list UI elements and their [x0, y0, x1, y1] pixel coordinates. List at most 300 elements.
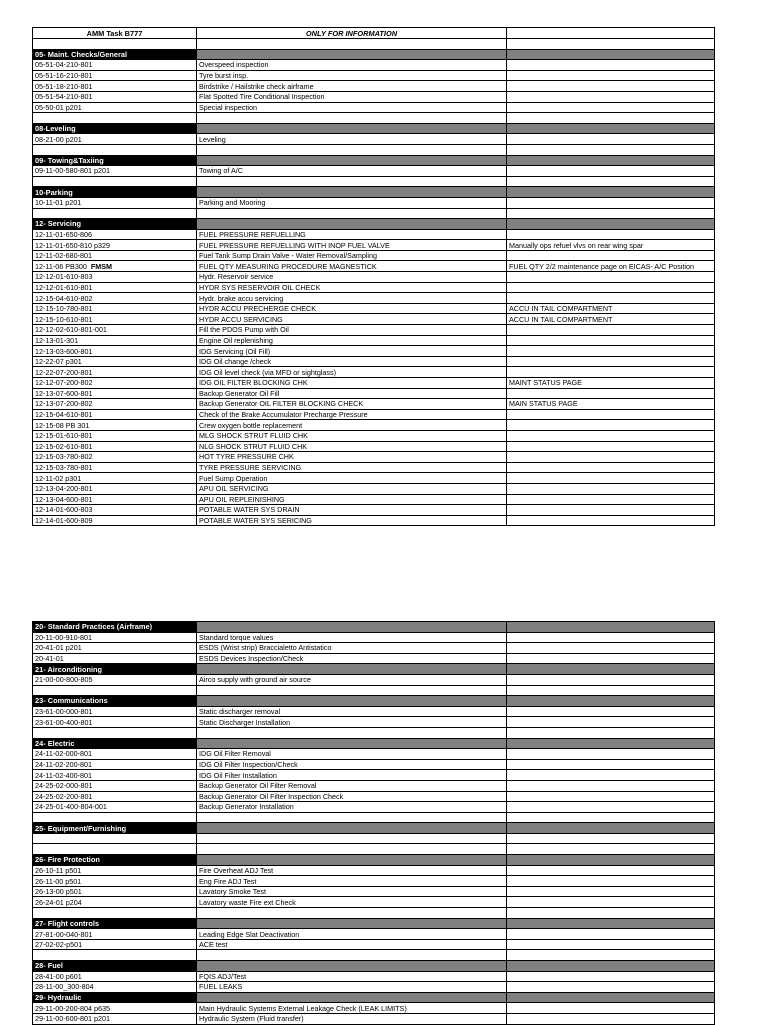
task-description: Backup Generator OIL FILTER BLOCKING CHECK [197, 399, 507, 410]
section-fill-cell [507, 992, 715, 1003]
task-description: HYDR SYS RESERVOIR OIL CHECK [197, 282, 507, 293]
table-row [33, 420, 715, 431]
task-number: 29-11-00-600-801 p201 [35, 1014, 110, 1024]
task-note [507, 272, 715, 283]
table-row [33, 60, 715, 71]
task-note: ACCU IN TAIL COMPARTMENT [507, 303, 715, 314]
section-header-row [33, 992, 715, 1003]
empty-cell [33, 727, 197, 738]
section-fill-cell [507, 855, 715, 866]
task-description: Leveling [197, 134, 507, 145]
task-number-cell [33, 759, 197, 770]
task-number-cell [33, 886, 197, 897]
table-row [33, 802, 715, 813]
task-note [507, 780, 715, 791]
section-header-row [33, 622, 715, 633]
empty-cell [507, 39, 715, 50]
section-title: 25- Equipment/Furnishing [33, 823, 197, 834]
task-note [507, 653, 715, 664]
section-fill-cell [197, 696, 507, 707]
task-note [507, 60, 715, 71]
table-row [33, 346, 715, 357]
table-row [33, 409, 715, 420]
task-number-cell [33, 60, 197, 71]
section-title: 12- Servicing [33, 219, 197, 230]
section-title: 27- Flight controls [33, 918, 197, 929]
table-row [33, 929, 715, 940]
table-row [33, 378, 715, 389]
task-description: FUEL LEAKS [197, 982, 507, 993]
task-description: IDG Oil change /check [197, 356, 507, 367]
table-row [33, 515, 715, 526]
task-description: IDG Oil Filter Removal [197, 749, 507, 760]
table-row [33, 865, 715, 876]
task-description: FQIS ADJ/Test [197, 971, 507, 982]
task-note [507, 356, 715, 367]
table-row [33, 1013, 715, 1024]
header-row [33, 28, 715, 39]
blank-row [33, 727, 715, 738]
task-description: APU OIL REPLEINISHING [197, 494, 507, 505]
task-number-cell [33, 749, 197, 760]
task-number: 12-14-01-600-803 [35, 505, 93, 515]
table-row [33, 229, 715, 240]
section-fill-cell [197, 219, 507, 230]
task-number-cell [33, 325, 197, 336]
task-note [507, 791, 715, 802]
table-row [33, 303, 715, 314]
table-row [33, 134, 715, 145]
task-note [507, 293, 715, 304]
task-number: 24-25-02-000-801 [35, 781, 93, 791]
section-fill-cell [507, 219, 715, 230]
task-number-cell [33, 982, 197, 993]
task-number-cell [33, 134, 197, 145]
section-title: 29- Hydraulic [33, 992, 197, 1003]
blank-row [33, 208, 715, 219]
task-note [507, 282, 715, 293]
task-number: 12-15-03-780-802 [35, 452, 93, 462]
table-row [33, 653, 715, 664]
task-description: POTABLE WATER SYS SERICING [197, 515, 507, 526]
task-description: FUEL PRESSURE REFUELLING WITH INOP FUEL VALVE [197, 240, 507, 251]
task-number-cell [33, 505, 197, 516]
section-title: 09- Towing&Taxiing [33, 155, 197, 166]
empty-cell [507, 144, 715, 155]
empty-cell [33, 685, 197, 696]
blank-row [33, 39, 715, 50]
empty-cell [197, 812, 507, 823]
section-fill-cell [507, 664, 715, 675]
table-row [33, 876, 715, 887]
section-header-row [33, 823, 715, 834]
task-number-cell [33, 166, 197, 177]
task-number: 24-11-02-000-801 [35, 749, 93, 759]
task-number: 12-12-01-610-801 [35, 282, 93, 292]
task-note [507, 632, 715, 643]
table-row [33, 70, 715, 81]
task-number-cell [33, 282, 197, 293]
task-number: 26-11-00 p501 [35, 876, 82, 886]
table-row [33, 982, 715, 993]
task-note [507, 939, 715, 950]
task-note [507, 706, 715, 717]
task-number: 12-15-10-610-801 [35, 314, 93, 324]
task-description: Overspeed inspection [197, 60, 507, 71]
task-note: FUEL QTY 2/2 maintenance page on EICAS- A/C Position [507, 261, 715, 272]
table-row [33, 81, 715, 92]
task-number-cell [33, 314, 197, 325]
task-description: Engine Oil replenishing [197, 335, 507, 346]
task-note [507, 643, 715, 654]
task-number: 24-11-02-200-801 [35, 760, 93, 770]
task-number-cell [33, 876, 197, 887]
section-title: 20- Standard Practices (Airframe) [33, 622, 197, 633]
task-note [507, 409, 715, 420]
task-number: 27-02-02-p501 [35, 940, 83, 950]
task-number-cell [33, 367, 197, 378]
task-description: POTABLE WATER SYS DRAIN [197, 505, 507, 516]
table-row [33, 430, 715, 441]
section-header-row [33, 155, 715, 166]
blank-row [33, 685, 715, 696]
task-number: 21-00-00-800-805 [35, 675, 93, 685]
section-title: 23- Communications [33, 696, 197, 707]
task-number: 20-41-01 p201 [35, 643, 82, 653]
task-note [507, 674, 715, 685]
task-description: Standard torque values [197, 632, 507, 643]
task-note [507, 929, 715, 940]
task-number-cell [33, 430, 197, 441]
empty-cell [197, 833, 507, 844]
task-note [507, 865, 715, 876]
task-number: 12-13-07-600-801 [35, 388, 93, 398]
task-number-cell [33, 399, 197, 410]
task-number: 20-41-01 [35, 654, 64, 664]
empty-cell [507, 685, 715, 696]
task-description: Fuel Sump Operation [197, 473, 507, 484]
table-row [33, 261, 715, 272]
task-note [507, 749, 715, 760]
empty-cell [197, 144, 507, 155]
task-number: 26-10-11 p501 [35, 865, 82, 875]
task-note [507, 759, 715, 770]
task-description: Fire Overheat ADJ Test [197, 865, 507, 876]
table-row [33, 282, 715, 293]
task-note [507, 229, 715, 240]
empty-cell [507, 950, 715, 961]
section-fill-cell [197, 123, 507, 134]
task-number: 12-22-07 p301 [35, 357, 82, 367]
task-description: IDG Servicing (Oil Fill) [197, 346, 507, 357]
task-number: 05-51-54-210-801 [35, 92, 93, 102]
section-title: 24- Electric [33, 738, 197, 749]
task-note [507, 91, 715, 102]
task-number-cell [33, 378, 197, 389]
section-fill-cell [197, 855, 507, 866]
task-note [507, 102, 715, 113]
task-number-cell [33, 346, 197, 357]
task-description: FUEL QTY MEASURING PROCEDURE MAGNESTICK [197, 261, 507, 272]
task-number-cell [33, 261, 197, 272]
task-note [507, 346, 715, 357]
task-description: Special inspection [197, 102, 507, 113]
task-number-cell [33, 441, 197, 452]
task-number-cell [33, 643, 197, 654]
table-row [33, 939, 715, 950]
task-number-cell [33, 240, 197, 251]
section-fill-cell [507, 961, 715, 972]
section-header-row [33, 738, 715, 749]
task-note [507, 770, 715, 781]
table-row [33, 452, 715, 463]
section-title: 26- Fire Protection [33, 855, 197, 866]
task-description: Fuel Tank Sump Drain Valve - Water Removal/Sampling [197, 250, 507, 261]
empty-cell [33, 950, 197, 961]
table-row [33, 441, 715, 452]
section-fill-cell [197, 738, 507, 749]
table-row [33, 897, 715, 908]
blank-row [33, 950, 715, 961]
task-number: 05-51-18-210-801 [35, 81, 93, 91]
blank-row [33, 144, 715, 155]
blank-row [33, 908, 715, 919]
task-number-cell [33, 356, 197, 367]
section-fill-cell [197, 918, 507, 929]
task-number-cell [33, 717, 197, 728]
task-number-cell [33, 303, 197, 314]
table-row [33, 293, 715, 304]
empty-cell [33, 113, 197, 124]
task-number: 20-11-00-910-801 [35, 632, 93, 642]
task-number-cell [33, 494, 197, 505]
task-note: MAINT STATUS PAGE [507, 378, 715, 389]
table-row [33, 272, 715, 283]
task-description: TYRE PRESSURE SERVICING [197, 462, 507, 473]
task-number: 12-15-08 PB 301 [35, 420, 90, 430]
task-note [507, 388, 715, 399]
table-row [33, 197, 715, 208]
task-note [507, 505, 715, 516]
header-info-only: ONLY FOR INFORMATION [197, 28, 507, 39]
table-row [33, 971, 715, 982]
header-amm-task: AMM Task B777 [33, 28, 197, 39]
task-description: Flat Spotted Tire Conditional Inspection [197, 91, 507, 102]
task-number-cell [33, 1003, 197, 1014]
task-description: ESDS (Wrist strip) Braccialetto Antistatico [197, 643, 507, 654]
task-number-cell [33, 706, 197, 717]
empty-cell [507, 176, 715, 187]
task-note [507, 494, 715, 505]
task-description: HYDR ACCU PRECHERGE CHECK [197, 303, 507, 314]
table-row [33, 240, 715, 251]
section-header-row [33, 961, 715, 972]
task-description: IDG Oil Filter Installation [197, 770, 507, 781]
empty-cell [197, 176, 507, 187]
table-row [33, 780, 715, 791]
table-row [33, 325, 715, 336]
task-number: 12-12-07-200-802 [35, 378, 93, 388]
task-description: IDG Oil level check (via MFD or sightglass) [197, 367, 507, 378]
section-fill-cell [507, 918, 715, 929]
task-number: 12-15-03-780-801 [35, 463, 93, 473]
task-number-cell [33, 802, 197, 813]
task-number: 12-13-07-200-802 [35, 399, 93, 409]
task-description: ESDS Devices Inspection/Check [197, 653, 507, 664]
task-suffix: FMSM [90, 261, 112, 271]
task-note [507, 166, 715, 177]
blank-row [33, 113, 715, 124]
task-description: Backup Generator Oil Filter Removal [197, 780, 507, 791]
task-number: 12-13-01-301 [35, 335, 79, 345]
task-number: 24-11-02-400-801 [35, 770, 93, 780]
task-number: 05-51-16-210-801 [35, 71, 93, 81]
task-number: 12-22-07-200-801 [35, 367, 93, 377]
task-description: Towing of A/C [197, 166, 507, 177]
table-row [33, 388, 715, 399]
task-number: 23-61-00-000-801 [35, 707, 93, 717]
task-description: Backup Generator Oil Filter Inspection Check [197, 791, 507, 802]
empty-cell [507, 208, 715, 219]
section-title: 05- Maint. Checks/General [33, 49, 197, 60]
task-description: Backup Generator Installation [197, 802, 507, 813]
section-fill-cell [197, 49, 507, 60]
task-number-cell [33, 770, 197, 781]
task-number-cell [33, 250, 197, 261]
task-note: ACCU IN TAIL COMPARTMENT [507, 314, 715, 325]
task-number: 12-15-01-610-801 [35, 431, 93, 441]
empty-cell [507, 844, 715, 855]
task-description: Fill the PDOS Pump with Oil [197, 325, 507, 336]
task-note [507, 886, 715, 897]
section-fill-cell [197, 622, 507, 633]
task-number: 26-24-01 p204 [35, 897, 82, 907]
task-description: Hydr. Reservoir service [197, 272, 507, 283]
section-header-row [33, 855, 715, 866]
table-row [33, 505, 715, 516]
table-row [33, 632, 715, 643]
task-number: 12-15-02-610-801 [35, 441, 93, 451]
task-note [507, 1013, 715, 1024]
task-description: Leading Edge Slat Deactivation [197, 929, 507, 940]
maintenance-sheet-top [32, 27, 714, 526]
section-header-row [33, 123, 715, 134]
task-description: HYDR ACCU SERVICING [197, 314, 507, 325]
section-title: 08-Leveling [33, 123, 197, 134]
empty-cell [197, 844, 507, 855]
table-row [33, 335, 715, 346]
empty-cell [33, 208, 197, 219]
task-note [507, 452, 715, 463]
task-note [507, 462, 715, 473]
task-note [507, 420, 715, 431]
task-number-cell [33, 780, 197, 791]
task-description: HOT TYRE PRESSURE CHK [197, 452, 507, 463]
table-row [33, 166, 715, 177]
empty-cell [33, 176, 197, 187]
task-number-cell [33, 473, 197, 484]
task-number-cell [33, 335, 197, 346]
task-note [507, 197, 715, 208]
section-fill-cell [507, 622, 715, 633]
task-number: 24-25-01-400-804-001 [35, 802, 107, 812]
empty-cell [507, 812, 715, 823]
task-number-cell [33, 483, 197, 494]
task-number: 12-12-02-610-801-001 [35, 325, 107, 335]
task-number: 12-14-01-600-809 [35, 516, 93, 526]
task-number-cell [33, 1013, 197, 1024]
table-row [33, 749, 715, 760]
section-header-row [33, 696, 715, 707]
task-number: 09-11-00-580-801 p201 [35, 166, 110, 176]
task-description: Check of the Brake Accumulator Precharge Pressure [197, 409, 507, 420]
empty-cell [33, 144, 197, 155]
section-fill-cell [197, 187, 507, 198]
table-row [33, 473, 715, 484]
amm-task-table-bottom [32, 621, 715, 1025]
section-header-row [33, 918, 715, 929]
task-number-cell [33, 939, 197, 950]
task-number-cell [33, 515, 197, 526]
empty-cell [33, 812, 197, 823]
section-fill-cell [507, 123, 715, 134]
task-description: NLG SHOCK STRUT FLUID CHK [197, 441, 507, 452]
blank-row [33, 812, 715, 823]
task-number-cell [33, 409, 197, 420]
maintenance-sheet-bottom [32, 621, 714, 1025]
task-number-cell [33, 81, 197, 92]
table-row [33, 791, 715, 802]
empty-cell [197, 208, 507, 219]
table-row [33, 643, 715, 654]
table-row [33, 314, 715, 325]
task-note: MAIN STATUS PAGE [507, 399, 715, 410]
section-title: 10-Parking [33, 187, 197, 198]
section-title: 28- Fuel [33, 961, 197, 972]
task-number-cell [33, 102, 197, 113]
table-row [33, 759, 715, 770]
task-number: 05-50-01 p201 [35, 102, 82, 112]
section-fill-cell [507, 49, 715, 60]
task-description: Hydr. brake accu servicing [197, 293, 507, 304]
task-number: 12-15-04-610-801 [35, 410, 93, 420]
section-header-row [33, 49, 715, 60]
empty-cell [197, 950, 507, 961]
empty-cell [197, 727, 507, 738]
task-description: Static discharger removal [197, 706, 507, 717]
task-description: Birdstrike / Hailstrike check airframe [197, 81, 507, 92]
section-header-row [33, 187, 715, 198]
empty-cell [197, 908, 507, 919]
task-note [507, 717, 715, 728]
table-row [33, 1003, 715, 1014]
section-fill-cell [507, 155, 715, 166]
section-title: 21- Airconditioning [33, 664, 197, 675]
task-number-cell [33, 293, 197, 304]
task-number: 08-21-00 p201 [35, 134, 82, 144]
task-number-cell [33, 865, 197, 876]
section-fill-cell [197, 155, 507, 166]
empty-cell [507, 727, 715, 738]
amm-task-table-top [32, 27, 715, 526]
empty-cell [507, 908, 715, 919]
task-description: Tyre burst insp. [197, 70, 507, 81]
task-number-cell [33, 452, 197, 463]
task-number: 12-15-10-780-801 [35, 304, 93, 314]
task-description: Main Hydraulic Systems External Leakage Check (LEAK LIMITS) [197, 1003, 507, 1014]
table-row [33, 367, 715, 378]
task-number: 12-13-04-200-801 [35, 484, 93, 494]
